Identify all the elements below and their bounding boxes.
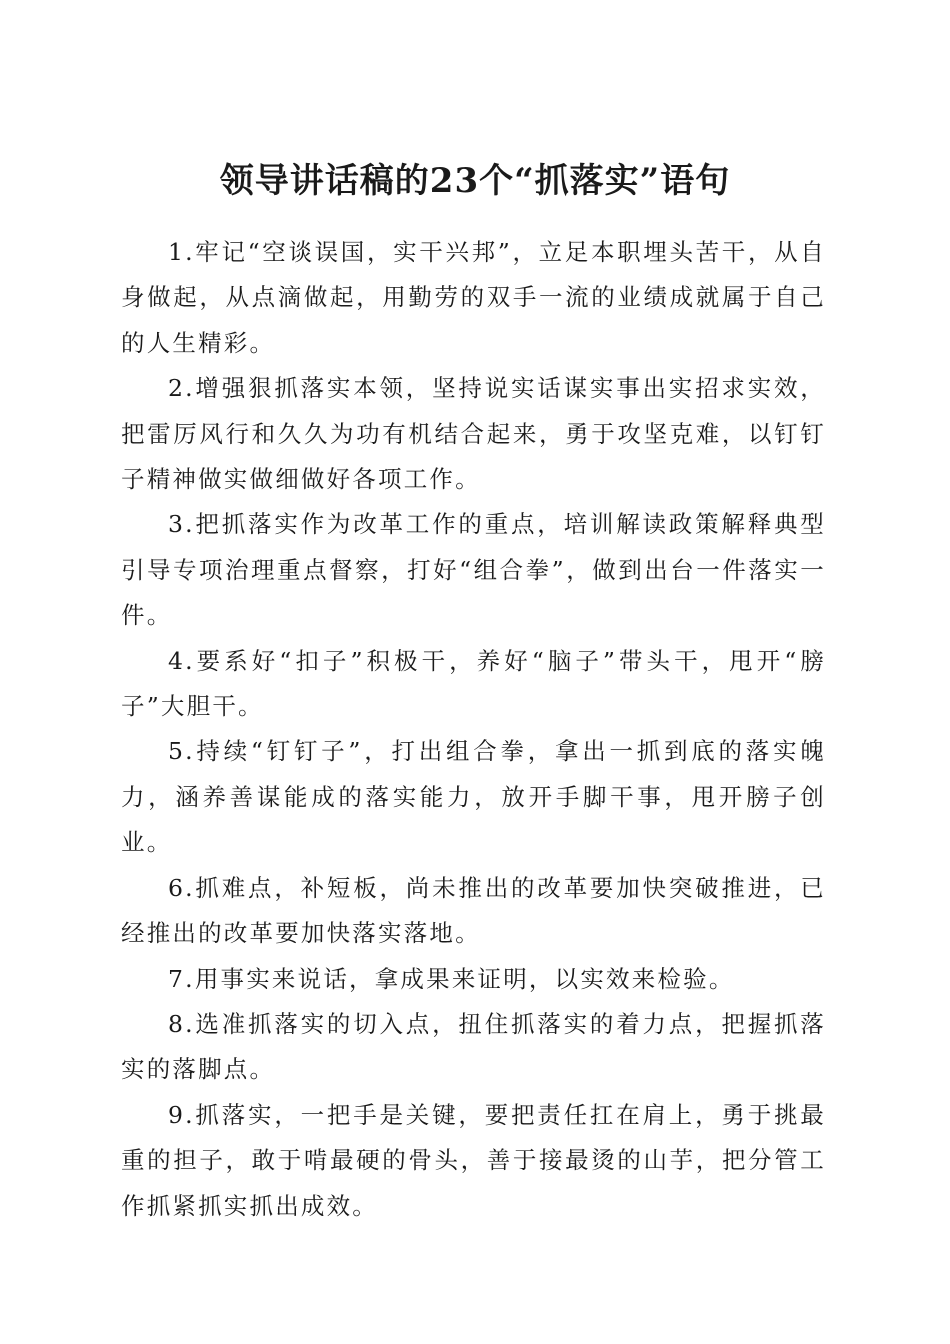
paragraph-1: 1.牢记“空谈误国，实干兴邦”，立足本职埋头苦干，从自身做起，从点滴做起，用勤劳的双手一流的业绩成就属于自己的人生精彩。 bbox=[121, 238, 826, 357]
paragraph-4: 4.要系好“扣子”积极干，养好“脑子”带头干，甩开“膀子”大胆干。 bbox=[121, 646, 826, 721]
document-body bbox=[121, 230, 826, 1229]
paragraph-8: 8.选准抓落实的切入点，扭住抓落实的着力点，把握抓落实的落脚点。 bbox=[121, 1009, 826, 1084]
paragraph-9: 9.抓落实，一把手是关键，要把责任扛在肩上，勇于挑最重的担子，敢于啃最硬的骨头，善于接最烫的山芋，把分管工作抓紧抓实抓出成效。 bbox=[121, 1100, 826, 1220]
paragraph-3: 3.把抓落实作为改革工作的重点，培训解读政策解释典型引导专项治理重点督察，打好“组合拳”，做到出台一件落实一件。 bbox=[121, 510, 826, 630]
paragraph-7: 7.用事实来说话，拿成果来证明，以实效来检验。 bbox=[168, 964, 735, 993]
paragraph-5: 5.持续“钉钉子”，打出组合拳，拿出一抓到底的落实魄力，涵养善谋能成的落实能力，放开手脚干事，甩开膀子创业。 bbox=[121, 737, 826, 857]
paragraph-6: 6.抓难点，补短板，尚未推出的改革要加快突破推进，已经推出的改革要加快落实落地。 bbox=[121, 873, 826, 948]
document-title: 领导讲话稿的23个“抓落实”语句 bbox=[219, 160, 731, 201]
paragraph-2: 2.增强狠抓落实本领，坚持说实话谋实事出实招求实效，把雷厉风行和久久为功有机结合起来，勇于攻坚克难，以钉钉子精神做实做细做好各项工作。 bbox=[121, 374, 826, 494]
